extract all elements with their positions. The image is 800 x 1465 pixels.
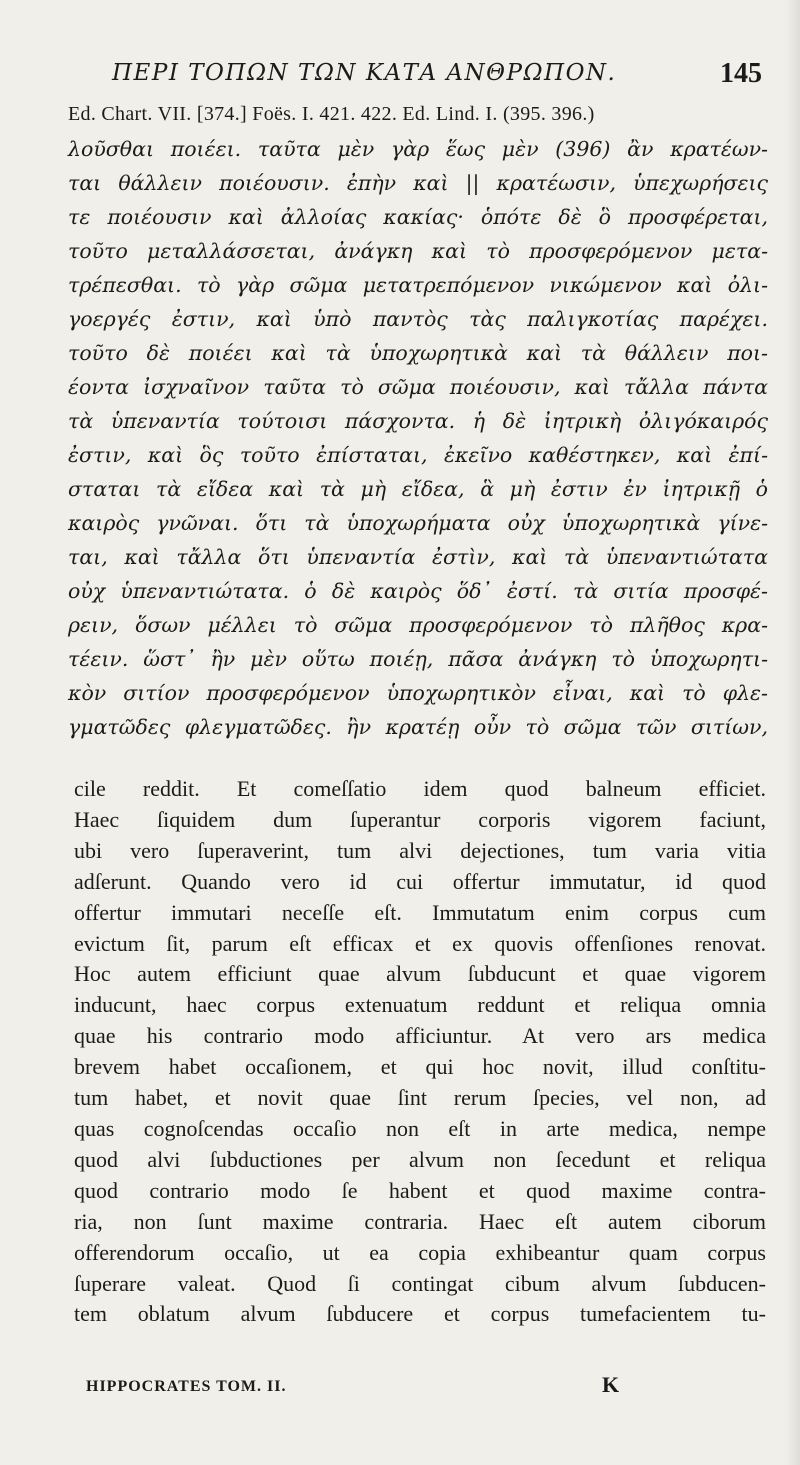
latin-line: quas cognoſcendas occaſio non eſt in arte medica, nempe [74, 1115, 766, 1141]
greek-line: ται, καὶ τἄλλα ὅτι ὑπεναντία ἐστὶν, καὶ τὰ ὑπεναντιώτατα [68, 545, 768, 569]
running-head [112, 58, 762, 98]
latin-line: tum habet, et novit quae ſint rerum ſpecies, vel non, ad [74, 1085, 766, 1111]
latin-line: quod contrario modo ſe habent et quod maxime contra- [74, 1177, 766, 1203]
latin-line: Hoc autem efficiunt quae alvum ſubducunt et quae vigorem [74, 961, 766, 987]
latin-line: offerendorum occaſio, ut ea copia exhibeantur quam corpus [74, 1239, 766, 1265]
greek-line: τὰ ὑπεναντία τούτοισι πάσχοντα. ἡ δὲ ἰητρικὴ ὀλιγόκαιρός [68, 409, 768, 433]
greek-line: ρειν, ὅσων μέλλει τὸ σῶμα προσφερόμενον τὸ πλῆθος κρα- [68, 613, 768, 637]
greek-line: ἐστιν, καὶ ὃς τοῦτο ἐπίσταται, ἐκεῖνο καθέστηκεν, καὶ ἐπί- [68, 443, 768, 467]
signature-mark: K [602, 1372, 620, 1397]
printer-signature-line: HIPPOCRATES TOM. II. [86, 1378, 287, 1395]
latin-line: cile reddit. Et comeſſatio idem quod balneum efficiet. [74, 776, 766, 801]
greek-line: τρέπεσθαι. τὸ γὰρ σῶμα μετατρεπόμενον νικώμενον καὶ ὀλι- [68, 273, 768, 297]
page-edge-shadow [786, 0, 800, 1465]
latin-line: Haec ſiquidem dum ſuperantur corporis vigorem faciunt, [74, 806, 766, 832]
latin-line: ria, non ſunt maxime contraria. Haec eſt autem ciborum [74, 1208, 766, 1234]
greek-line: έοντα ἰσχναῖνον ταῦτα τὸ σῶμα ποιέουσιν, καὶ τἄλλα πάντα [68, 375, 768, 399]
greek-line: τε ποιέουσιν καὶ ἀλλοίας κακίας· ὁπότε δὲ ὃ προσφέρεται, [68, 205, 768, 229]
latin-line: brevem habet occaſionem, et qui hoc novit, illud conſtitu- [74, 1054, 766, 1080]
latin-line: tem oblatum alvum ſubducere et corpus tumefacientem tu- [74, 1301, 766, 1327]
latin-line: quae his contrario modo afficiuntur. At vero ars medica [74, 1023, 766, 1049]
latin-translation-block [74, 774, 766, 1330]
latin-line: adſerunt. Quando vero id cui offertur immutatur, id quod [74, 868, 766, 894]
greek-text-block [68, 132, 768, 744]
greek-line: ται θάλλειν ποιέουσιν. ἐπὴν καὶ || κρατέωσιν, ὑπεχωρήσεις [68, 171, 768, 195]
latin-line: offertur immutari neceſſe eſt. Immutatum enim corpus cum [74, 899, 766, 925]
greek-line: τοῦτο μεταλλάσσεται, ἀνάγκη καὶ τὸ προσφερόμενον μετα- [68, 239, 768, 263]
greek-line: σταται τὰ εἴδεα καὶ τὰ μὴ εἴδεα, ἃ μὴ ἐστιν ἐν ἰητρικῇ ὁ [68, 477, 768, 501]
page-footer [74, 1372, 766, 1402]
latin-line: quod alvi ſubductiones per alvum non ſecedunt et reliqua [74, 1146, 766, 1172]
greek-line: καιρὸς γνῶναι. ὅτι τὰ ὑποχωρήματα οὐχ ὑποχωρητικὰ γίνε- [68, 511, 768, 535]
greek-line: κὸν σιτίον προσφερόμενον ὑποχωρητικὸν εἶναι, καὶ τὸ φλε- [68, 681, 768, 705]
latin-line: inducunt, haec corpus extenuatum reddunt et reliqua omnia [74, 992, 766, 1018]
page-number: 145 [720, 58, 762, 89]
greek-line: γματῶδες φλεγματῶδες. ἢν κρατέῃ οὖν τὸ σῶμα τῶν σιτίων, [68, 715, 768, 739]
latin-line: ſuperare valeat. Quod ſi contingat cibum alvum ſubducen- [74, 1270, 766, 1296]
latin-line: ubi vero ſuperaverint, tum alvi dejectiones, tum varia vitia [74, 837, 766, 863]
greek-line: λοῦσθαι ποιέει. ταῦτα μὲν γὰρ ἕως μὲν (396) ἂν κρατέων- [68, 137, 768, 161]
greek-line: γοεργές ἐστιν, καὶ ὑπὸ παντὸς τὰς παλιγκοτίας παρέχει. [68, 307, 768, 331]
greek-line: τέειν. ὥστ᾽ ἢν μὲν οὕτω ποιέῃ, πᾶσα ἀνάγκη τὸ ὑποχωρητι- [68, 647, 768, 671]
edition-reference-line: Ed. Chart. VII. [374.] Foës. I. 421. 422. Ed. Lind. I. (395. 396.) [68, 103, 595, 125]
greek-line: οὐχ ὑπεναντιώτατα. ὁ δὲ καιρὸς ὅδ᾽ ἐστί. τὰ σιτία προσφέ- [68, 579, 768, 603]
running-title: ΠΕΡΙ ΤΟΠΩΝ ΤΩΝ ΚΑΤΑ ΑΝΘΡΩΠΟΝ. [112, 60, 617, 86]
greek-line: τοῦτο δὲ ποιέει καὶ τὰ ὑποχωρητικὰ καὶ τὰ θάλλειν ποι- [68, 341, 768, 365]
latin-line: evictum ſit, parum eſt efficax et ex quovis offenſiones renovat. [74, 930, 766, 956]
